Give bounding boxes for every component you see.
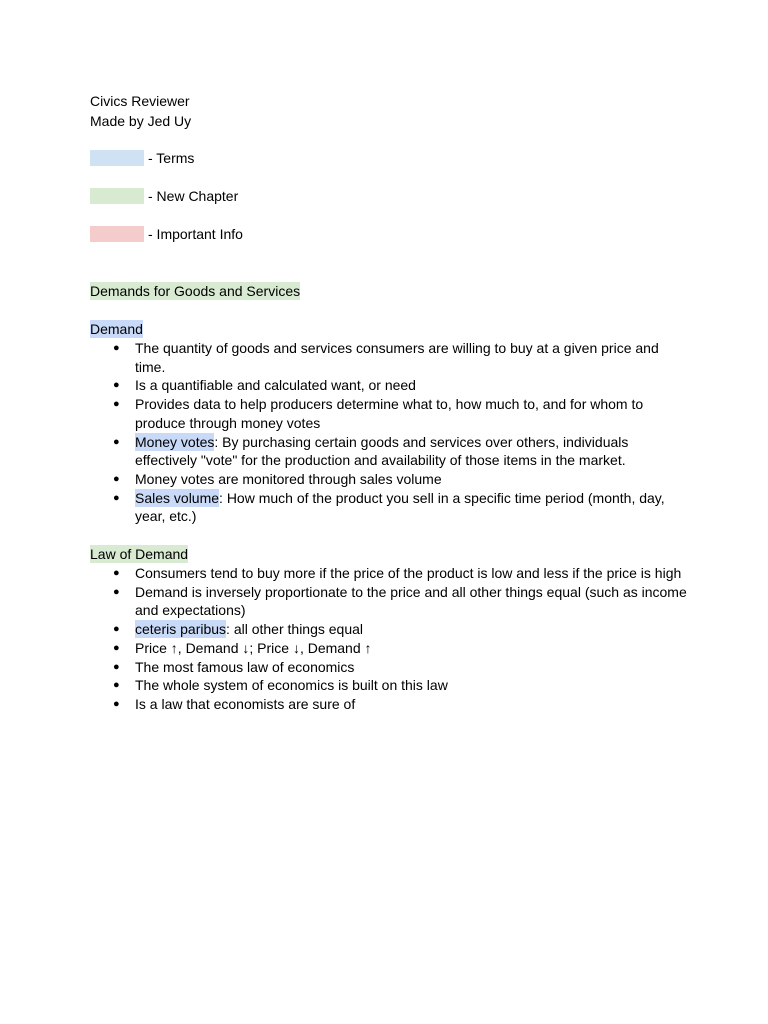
bullet-icon: ●	[113, 585, 120, 598]
legend-terms	[90, 149, 690, 167]
bullet-icon: ●	[113, 641, 120, 654]
list-item: ● The most famous law of economics	[113, 658, 355, 675]
term-highlight: Sales volume	[135, 489, 220, 506]
term-highlight: Money votes	[135, 433, 215, 450]
section-heading-text: Demand	[90, 321, 143, 337]
term-highlight: ceteris paribus	[135, 621, 227, 638]
legend-label: - Terms	[148, 150, 195, 166]
demand-list	[90, 339, 690, 526]
terms-swatch	[90, 150, 144, 166]
doc-title: Civics Reviewer	[90, 93, 190, 109]
bullet-icon: ●	[113, 697, 120, 710]
list-item: ● The quantity of goods and services consumers are willing to buy at a given price and time.	[113, 340, 659, 375]
section-heading-law-of-demand	[90, 544, 690, 564]
law-of-demand-list	[90, 564, 690, 714]
legend-label: - Important Info	[148, 226, 243, 242]
bullet-icon: ●	[113, 679, 120, 692]
important-swatch	[90, 226, 144, 242]
legend-new-chapter	[90, 187, 690, 205]
legend-label: - New Chapter	[148, 188, 239, 204]
doc-author: Made by Jed Uy	[90, 113, 192, 129]
bullet-icon: ●	[113, 342, 120, 354]
bullet-icon: ●	[113, 660, 120, 673]
list-item: ● Consumers tend to buy more if the price of the product is low and less if the price is high	[113, 565, 682, 582]
list-item: ● Provides data to help producers determine what to, how much to, and for whom to produce through money votes	[113, 396, 644, 431]
list-item: ● Price ↑, Demand ↓; Price ↓, Demand ↑	[113, 639, 372, 656]
bullet-icon: ●	[113, 491, 120, 504]
list-item: ● ceteris paribus: all other things equal	[113, 621, 364, 638]
bullet-icon: ●	[113, 472, 120, 485]
new-chapter-swatch	[90, 188, 144, 204]
list-item: ● Demand is inversely proportionate to the price and all other things equal (such as income and expectations)	[113, 583, 687, 619]
list-item: ● Money votes: By purchasing certain goods and services over others, individuals effectively "vote" for the production and availability of those items in the market.	[113, 433, 629, 469]
chapter-heading-text: Demands for Goods and Services	[90, 283, 301, 299]
bullet-icon: ●	[113, 623, 120, 636]
list-item: ● Is a law that economists are sure of	[113, 695, 356, 712]
section-heading-text: Law of Demand	[90, 546, 189, 563]
list-item: ● The whole system of economics is built on this law	[113, 677, 448, 694]
bullet-icon: ●	[113, 379, 120, 392]
legend-important	[90, 225, 690, 243]
document-page	[90, 91, 690, 714]
list-item: ● Is a quantifiable and calculated want, or need	[113, 377, 416, 394]
section-heading-demand	[90, 319, 690, 339]
list-item: ● Sales volume: How much of the product you sell in a specific time period (month, day, year, etc.)	[113, 489, 665, 525]
bullet-icon: ●	[113, 435, 120, 448]
bullet-icon: ●	[113, 398, 120, 411]
list-item: ● Money votes are monitored through sales volume	[113, 470, 442, 487]
chapter-heading	[90, 281, 690, 301]
bullet-icon: ●	[113, 567, 120, 580]
